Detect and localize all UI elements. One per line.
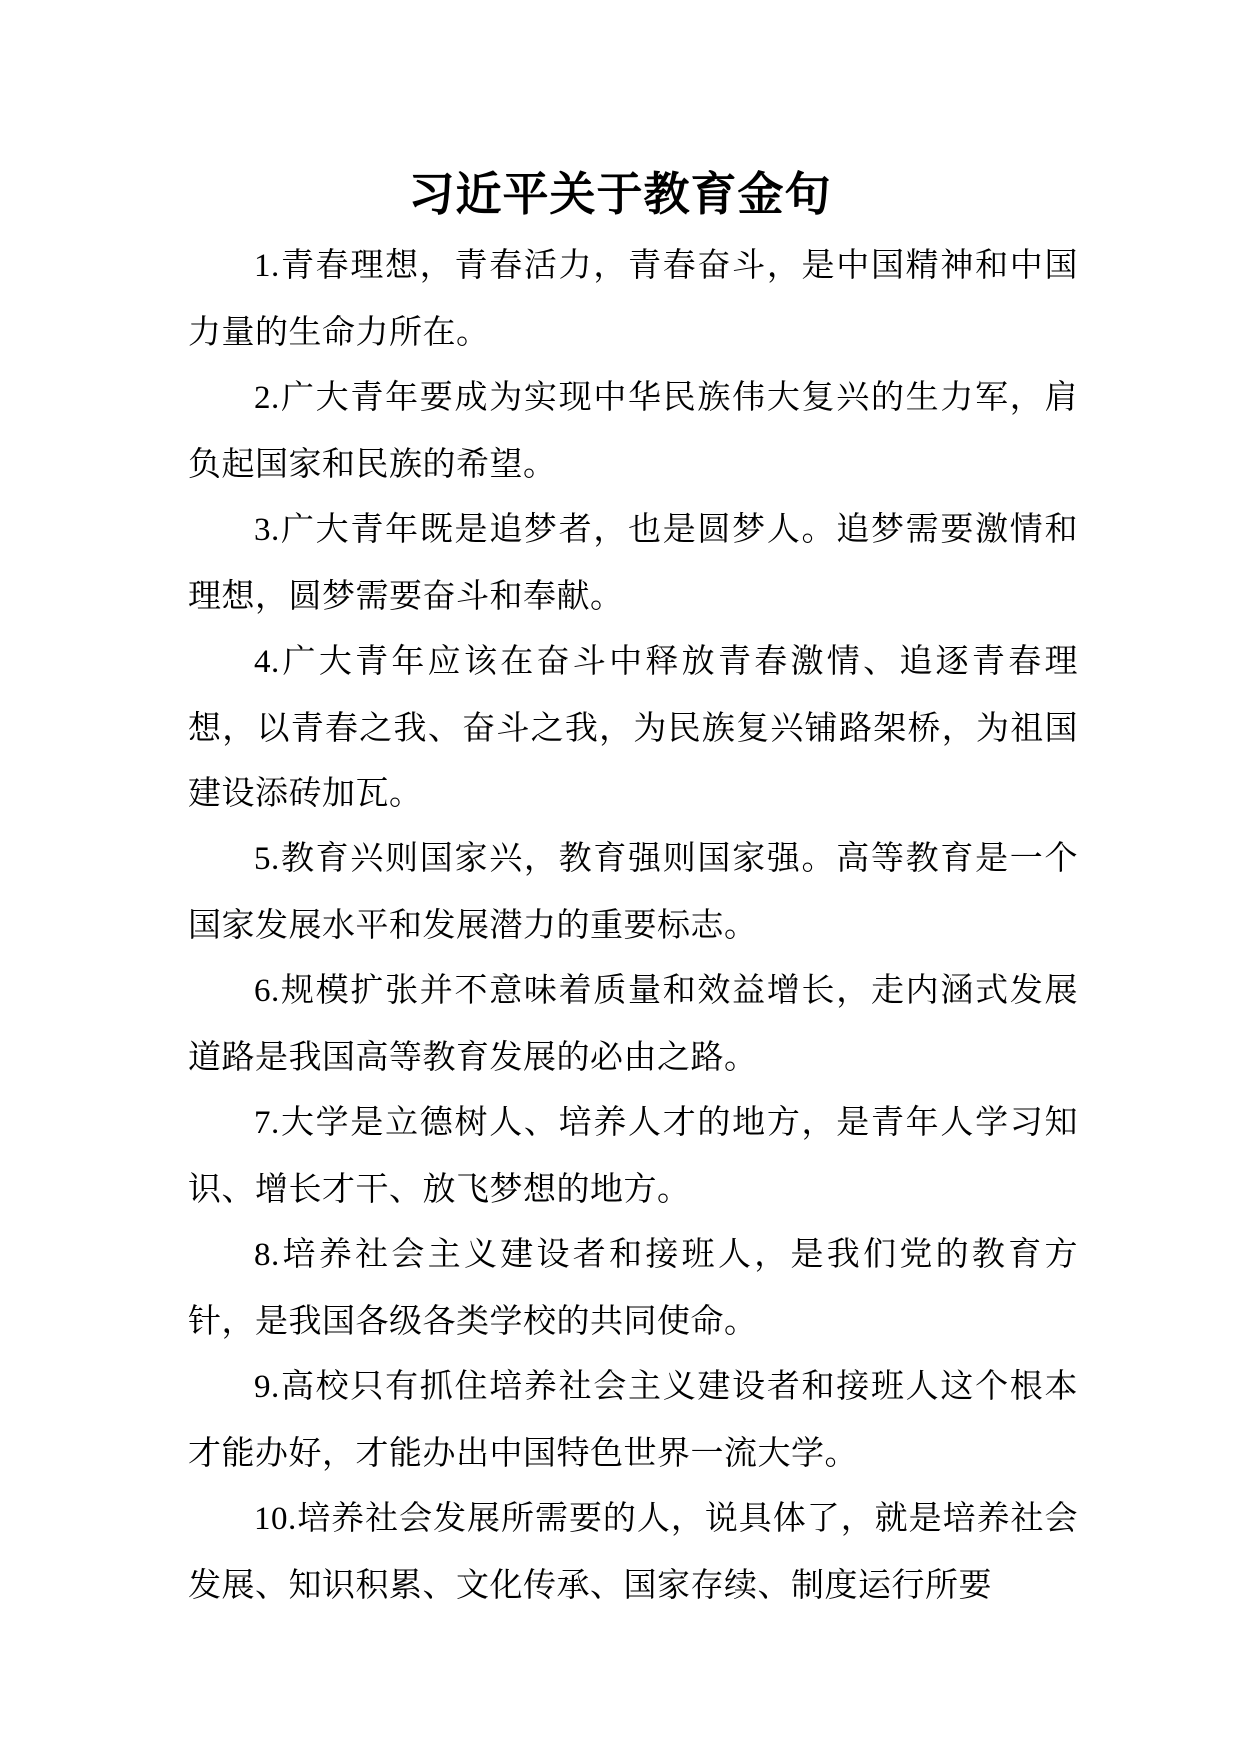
paragraph-text: 高校只有抓住培养社会主义建设者和接班人这个根本才能办好，才能办出中国特色世界一流大学。 [188,1366,1078,1472]
paragraph-number: 10. [254,1501,297,1537]
document-title: 习近平关于教育金句 [408,167,832,221]
paragraph-text: 广大青年既是追梦者，也是圆梦人。追梦需要激情和理想，圆梦需要奋斗和奉献。 [188,509,1078,615]
paragraph-4 [188,628,1078,825]
paragraph-7 [188,1089,1078,1221]
paragraph-6 [188,957,1078,1089]
paragraph-text: 广大青年应该在奋斗中释放青春激情、追逐青春理想，以青春之我、奋斗之我，为民族复兴铺路架桥，为祖国建设添砖加瓦。 [188,641,1078,812]
paragraph-text: 培养社会发展所需要的人，说具体了，就是培养社会发展、知识积累、文化传承、国家存续、制度运行所要 [188,1498,1078,1604]
paragraph-1 [188,232,1078,364]
paragraph-number: 5. [254,841,280,877]
document-body [188,232,1078,1617]
paragraph-number: 7. [254,1105,280,1141]
paragraph-number: 3. [254,512,280,548]
paragraph-number: 8. [254,1237,280,1273]
paragraph-5 [188,825,1078,957]
paragraph-3 [188,496,1078,628]
paragraph-number: 4. [254,644,280,680]
paragraph-text: 培养社会主义建设者和接班人，是我们党的教育方针，是我国各级各类学校的共同使命。 [188,1234,1078,1340]
paragraph-number: 9. [254,1369,280,1405]
paragraph-text: 规模扩张并不意味着质量和效益增长，走内涵式发展道路是我国高等教育发展的必由之路。 [188,970,1078,1076]
paragraph-text: 教育兴则国家兴，教育强则国家强。高等教育是一个国家发展水平和发展潜力的重要标志。 [188,838,1078,944]
paragraph-2 [188,364,1078,496]
paragraph-9 [188,1353,1078,1485]
paragraph-number: 1. [254,248,280,284]
paragraph-text: 广大青年要成为实现中华民族伟大复兴的生力军，肩负起国家和民族的希望。 [188,377,1078,483]
paragraph-text: 青春理想，青春活力，青春奋斗，是中国精神和中国力量的生命力所在。 [188,245,1078,351]
paragraph-8 [188,1221,1078,1353]
paragraph-number: 6. [254,973,280,1009]
paragraph-text: 大学是立德树人、培养人才的地方，是青年人学习知识、增长才干、放飞梦想的地方。 [188,1102,1078,1208]
paragraph-10 [188,1485,1078,1617]
paragraph-number: 2. [254,380,280,416]
